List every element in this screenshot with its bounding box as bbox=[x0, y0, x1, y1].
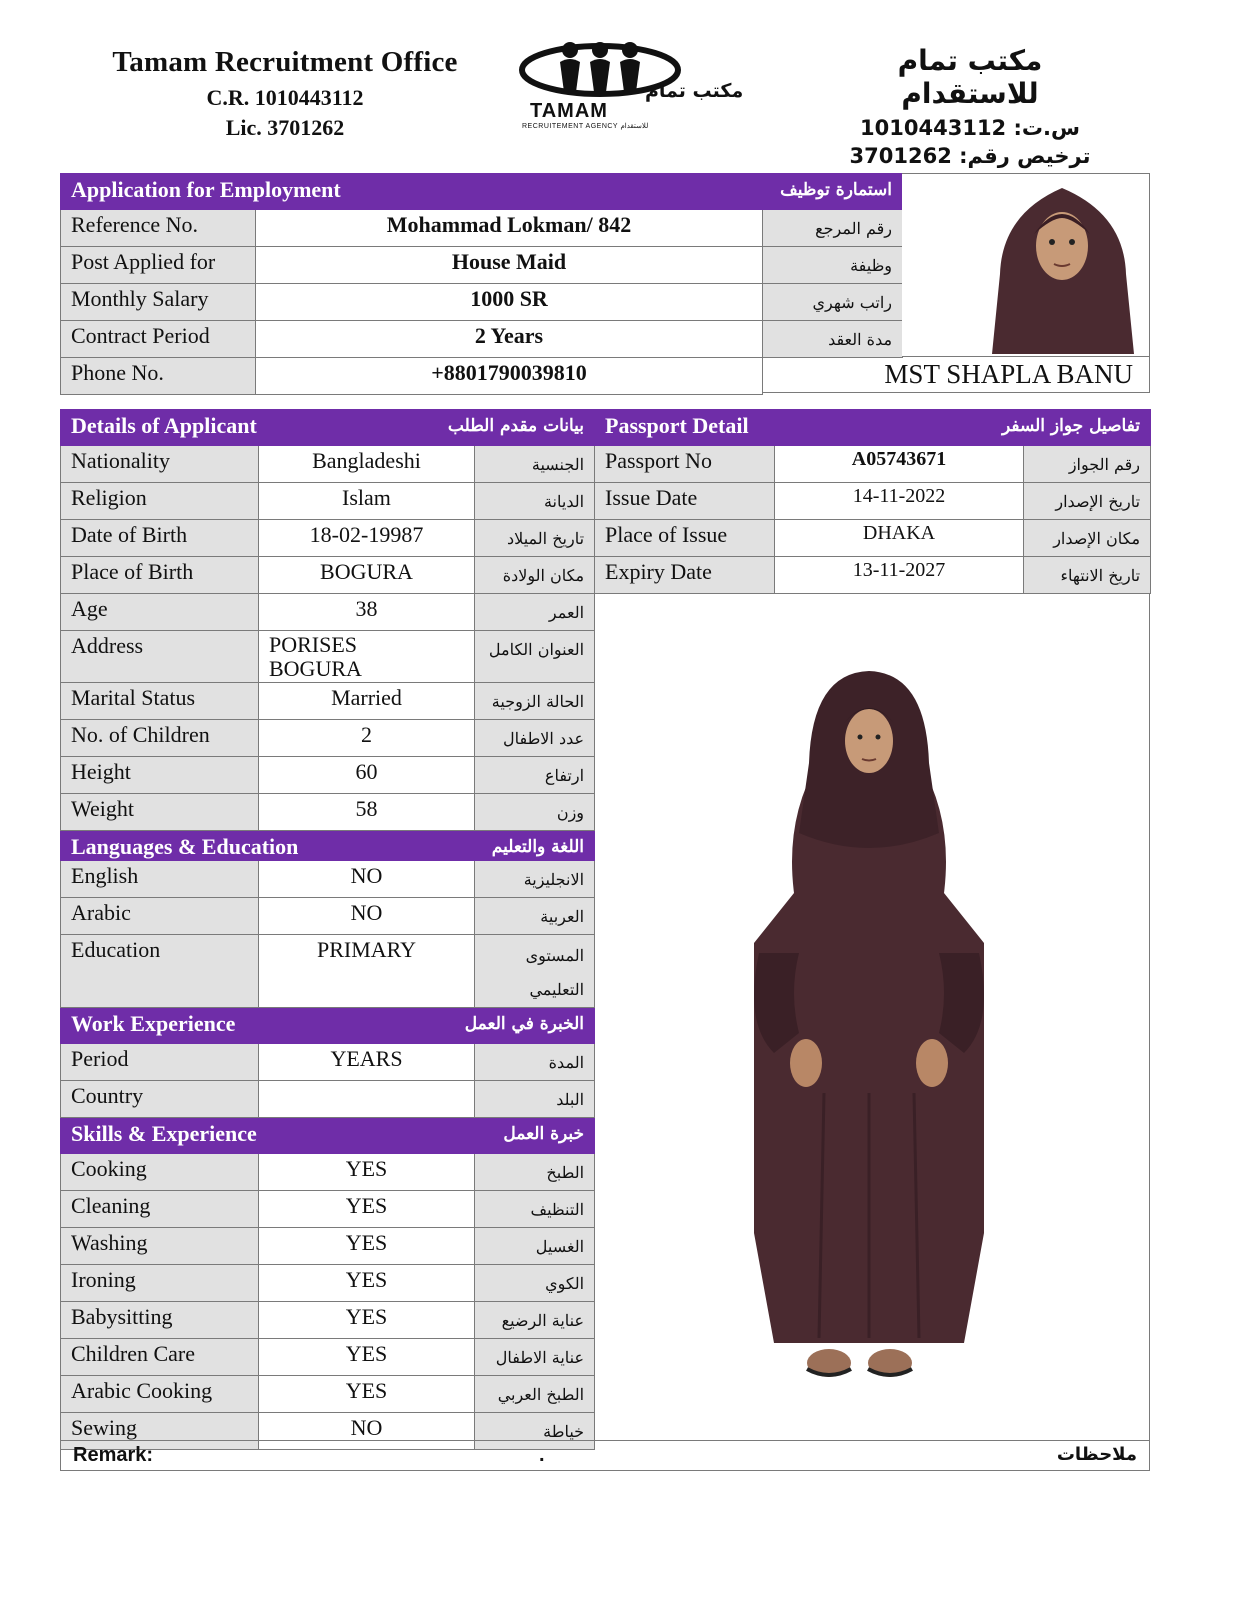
application-title-en: Application for Employment bbox=[71, 177, 341, 202]
table-row bbox=[61, 1044, 595, 1081]
row-label-ar: الغسيل bbox=[475, 1228, 595, 1265]
table-row bbox=[61, 1265, 595, 1302]
row-label-ar: الكوي bbox=[475, 1265, 595, 1302]
row-label: Date of Birth bbox=[61, 520, 259, 557]
row-value: 18-02-19987 bbox=[259, 520, 475, 557]
row-value: PRIMARY bbox=[259, 935, 475, 1008]
row-value: 60 bbox=[259, 757, 475, 794]
row-label: Country bbox=[61, 1081, 259, 1118]
languages-title-en: Languages & Education bbox=[71, 834, 299, 859]
row-label-ar: الحالة الزوجية bbox=[475, 683, 595, 720]
row-value: NO bbox=[259, 898, 475, 935]
row-label-ar: تاريخ الإصدار bbox=[1024, 483, 1151, 520]
row-label-ar: البلد bbox=[475, 1081, 595, 1118]
row-label: No. of Children bbox=[61, 720, 259, 757]
remark-label-en: Remark: bbox=[73, 1444, 154, 1466]
row-value: 14-11-2022 bbox=[775, 483, 1024, 520]
row-label: Post Applied for bbox=[61, 247, 256, 284]
row-label-ar: العنوان الكامل bbox=[475, 631, 595, 683]
row-label: Period bbox=[61, 1044, 259, 1081]
row-value: YES bbox=[259, 1339, 475, 1376]
row-label-ar: ارتفاع bbox=[475, 757, 595, 794]
row-label: Arabic Cooking bbox=[61, 1376, 259, 1413]
letterhead-arabic bbox=[830, 44, 1110, 168]
row-label-ar: العمر bbox=[475, 594, 595, 631]
details-table bbox=[60, 409, 595, 1450]
row-label-ar: وظيفة bbox=[763, 247, 903, 284]
table-row bbox=[61, 683, 595, 720]
table-row bbox=[595, 483, 1151, 520]
row-label-ar: تاريخ الميلاد bbox=[475, 520, 595, 557]
row-value: YES bbox=[259, 1265, 475, 1302]
row-label-ar: المدة bbox=[475, 1044, 595, 1081]
table-row bbox=[595, 520, 1151, 557]
details-header bbox=[61, 410, 595, 446]
row-label-ar: العربية bbox=[475, 898, 595, 935]
row-value: YES bbox=[259, 1302, 475, 1339]
remark-label-ar: ملاحظات bbox=[1056, 1444, 1137, 1465]
phone-value: +8801790039810 bbox=[256, 358, 763, 395]
skills-title-en: Skills & Experience bbox=[71, 1121, 257, 1146]
post-value: House Maid bbox=[256, 247, 763, 284]
row-label: Arabic bbox=[61, 898, 259, 935]
row-value: YES bbox=[259, 1376, 475, 1413]
passport-header bbox=[595, 410, 1151, 446]
row-label-ar: مكان الولادة bbox=[475, 557, 595, 594]
row-label-ar: الجنسية bbox=[475, 446, 595, 483]
reference-value: Mohammad Lokman/ 842 bbox=[256, 210, 763, 247]
row-label-ar: تاريخ الانتهاء bbox=[1024, 557, 1151, 594]
row-label-ar: مكان الإصدار bbox=[1024, 520, 1151, 557]
table-row bbox=[61, 1081, 595, 1118]
row-label-ar: عناية الرضيع bbox=[475, 1302, 595, 1339]
row-value: NO bbox=[259, 861, 475, 898]
logo-text-en: TAMAM bbox=[530, 100, 608, 122]
remark-row bbox=[60, 1440, 1150, 1471]
row-label-ar: مدة العقد bbox=[763, 321, 903, 358]
languages-header bbox=[61, 831, 595, 861]
letterhead-english bbox=[90, 46, 480, 141]
row-label-ar: الطبخ العربي bbox=[475, 1376, 595, 1413]
license-number-ar: ترخيص رقم: 3701262 bbox=[849, 144, 1091, 168]
passport-number-value: A05743671 bbox=[775, 446, 1024, 483]
table-row bbox=[61, 446, 595, 483]
row-label-ar: عدد الاطفال bbox=[475, 720, 595, 757]
table-row bbox=[61, 321, 903, 358]
row-value: YEARS bbox=[259, 1044, 475, 1081]
letterhead bbox=[60, 38, 1170, 168]
row-value: YES bbox=[259, 1228, 475, 1265]
table-row bbox=[61, 594, 595, 631]
table-row bbox=[61, 557, 595, 594]
details-title-ar: بيانات مقدم الطلب bbox=[447, 416, 585, 436]
row-label-ar: خياطة bbox=[475, 1413, 595, 1450]
address-line-2: BOGURA bbox=[269, 656, 362, 681]
license-number-en: Lic. 3701262 bbox=[225, 115, 345, 140]
row-value: 58 bbox=[259, 794, 475, 831]
row-label: Issue Date bbox=[595, 483, 775, 520]
table-row bbox=[61, 1154, 595, 1191]
row-label: Sewing bbox=[61, 1413, 259, 1450]
row-label: Phone No. bbox=[61, 358, 256, 395]
row-label-ar: الديانة bbox=[475, 483, 595, 520]
table-row bbox=[61, 1376, 595, 1413]
row-label-ar: رقم الجواز bbox=[1024, 446, 1151, 483]
row-label: Ironing bbox=[61, 1265, 259, 1302]
row-label: Passport No bbox=[595, 446, 775, 483]
work-title-ar: الخبرة في العمل bbox=[464, 1014, 585, 1034]
application-title-ar: استمارة توظيف bbox=[780, 180, 893, 200]
table-row bbox=[61, 757, 595, 794]
full-body-photo-icon bbox=[594, 593, 1150, 1440]
details-title-en: Details of Applicant bbox=[71, 413, 257, 438]
skills-title-ar: خبرة العمل bbox=[503, 1124, 585, 1144]
education-label-ar-line-1: المستوى bbox=[525, 946, 585, 965]
row-label-ar: وزن bbox=[475, 794, 595, 831]
passport-table bbox=[594, 409, 1151, 594]
row-label: Cooking bbox=[61, 1154, 259, 1191]
row-label: Age bbox=[61, 594, 259, 631]
portrait-photo-icon bbox=[902, 174, 1150, 358]
row-label-ar: رقم المرجع bbox=[763, 210, 903, 247]
row-label: Education bbox=[61, 935, 259, 1008]
languages-title-ar: اللغة والتعليم bbox=[491, 837, 585, 857]
table-row bbox=[61, 935, 595, 1008]
row-label-ar: التنظيف bbox=[475, 1191, 595, 1228]
row-value: NO bbox=[259, 1413, 475, 1450]
table-row bbox=[595, 557, 1151, 594]
applicant-name: MST SHAPLA BANU bbox=[762, 357, 1150, 393]
logo-text-ar: مكتب تمام bbox=[645, 80, 744, 102]
table-row bbox=[61, 898, 595, 935]
contract-value: 2 Years bbox=[256, 321, 763, 358]
remark-value: . bbox=[539, 1444, 545, 1466]
full-body-photo bbox=[594, 593, 1150, 1440]
application-header bbox=[61, 174, 903, 210]
row-label: Reference No. bbox=[61, 210, 256, 247]
cr-number-ar: س.ت: 1010443112 bbox=[860, 116, 1080, 140]
row-label: Children Care bbox=[61, 1339, 259, 1376]
work-title-en: Work Experience bbox=[71, 1011, 236, 1036]
table-row bbox=[61, 483, 595, 520]
education-label-ar-line-2: التعليمي bbox=[529, 980, 585, 999]
address-value bbox=[259, 631, 475, 683]
table-row bbox=[61, 1339, 595, 1376]
row-label: Place of Birth bbox=[61, 557, 259, 594]
office-name-ar: مكتب تمام للاستقدام bbox=[897, 44, 1043, 110]
row-value: 13-11-2027 bbox=[775, 557, 1024, 594]
table-row bbox=[61, 631, 595, 683]
salary-value: 1000 SR bbox=[256, 284, 763, 321]
row-value: Bangladeshi bbox=[259, 446, 475, 483]
row-value: 2 bbox=[259, 720, 475, 757]
education-label-ar bbox=[475, 935, 595, 1008]
row-label: English bbox=[61, 861, 259, 898]
table-row bbox=[61, 520, 595, 557]
passport-title-ar: تفاصيل جواز السفر bbox=[1001, 416, 1141, 436]
office-name-en: Tamam Recruitment Office bbox=[112, 46, 458, 78]
row-label: Place of Issue bbox=[595, 520, 775, 557]
row-label: Religion bbox=[61, 483, 259, 520]
row-value: BOGURA bbox=[259, 557, 475, 594]
row-label: Monthly Salary bbox=[61, 284, 256, 321]
logo-subtitle: RECRUITEMENT AGENCY للاستقدام bbox=[522, 123, 649, 130]
row-label-ar: عناية الاطفال bbox=[475, 1339, 595, 1376]
row-label: Nationality bbox=[61, 446, 259, 483]
table-row bbox=[61, 247, 903, 284]
skills-header bbox=[61, 1118, 595, 1154]
table-row bbox=[61, 720, 595, 757]
cr-number-en: C.R. 1010443112 bbox=[206, 85, 364, 110]
table-row bbox=[61, 1302, 595, 1339]
row-value: Islam bbox=[259, 483, 475, 520]
table-row bbox=[61, 861, 595, 898]
row-value bbox=[259, 1081, 475, 1118]
row-label-ar: الطبخ bbox=[475, 1154, 595, 1191]
row-label: Expiry Date bbox=[595, 557, 775, 594]
passport-title-en: Passport Detail bbox=[605, 413, 749, 438]
row-label: Height bbox=[61, 757, 259, 794]
row-value: 38 bbox=[259, 594, 475, 631]
row-label: Babysitting bbox=[61, 1302, 259, 1339]
row-value: DHAKA bbox=[775, 520, 1024, 557]
table-row bbox=[61, 1228, 595, 1265]
row-label: Cleaning bbox=[61, 1191, 259, 1228]
work-header bbox=[61, 1008, 595, 1044]
table-row bbox=[61, 210, 903, 247]
table-row bbox=[61, 794, 595, 831]
table-row bbox=[61, 284, 903, 321]
row-label: Marital Status bbox=[61, 683, 259, 720]
row-value: YES bbox=[259, 1191, 475, 1228]
table-row bbox=[61, 1191, 595, 1228]
row-label: Contract Period bbox=[61, 321, 256, 358]
row-label-ar: الانجليزية bbox=[475, 861, 595, 898]
passport-photo bbox=[902, 173, 1150, 357]
row-label: Washing bbox=[61, 1228, 259, 1265]
address-line-1: PORISES bbox=[269, 632, 358, 657]
table-row bbox=[595, 446, 1151, 483]
row-label: Weight bbox=[61, 794, 259, 831]
row-value: Married bbox=[259, 683, 475, 720]
row-value: YES bbox=[259, 1154, 475, 1191]
row-label-ar: راتب شهري bbox=[763, 284, 903, 321]
row-label: Address bbox=[61, 631, 259, 683]
